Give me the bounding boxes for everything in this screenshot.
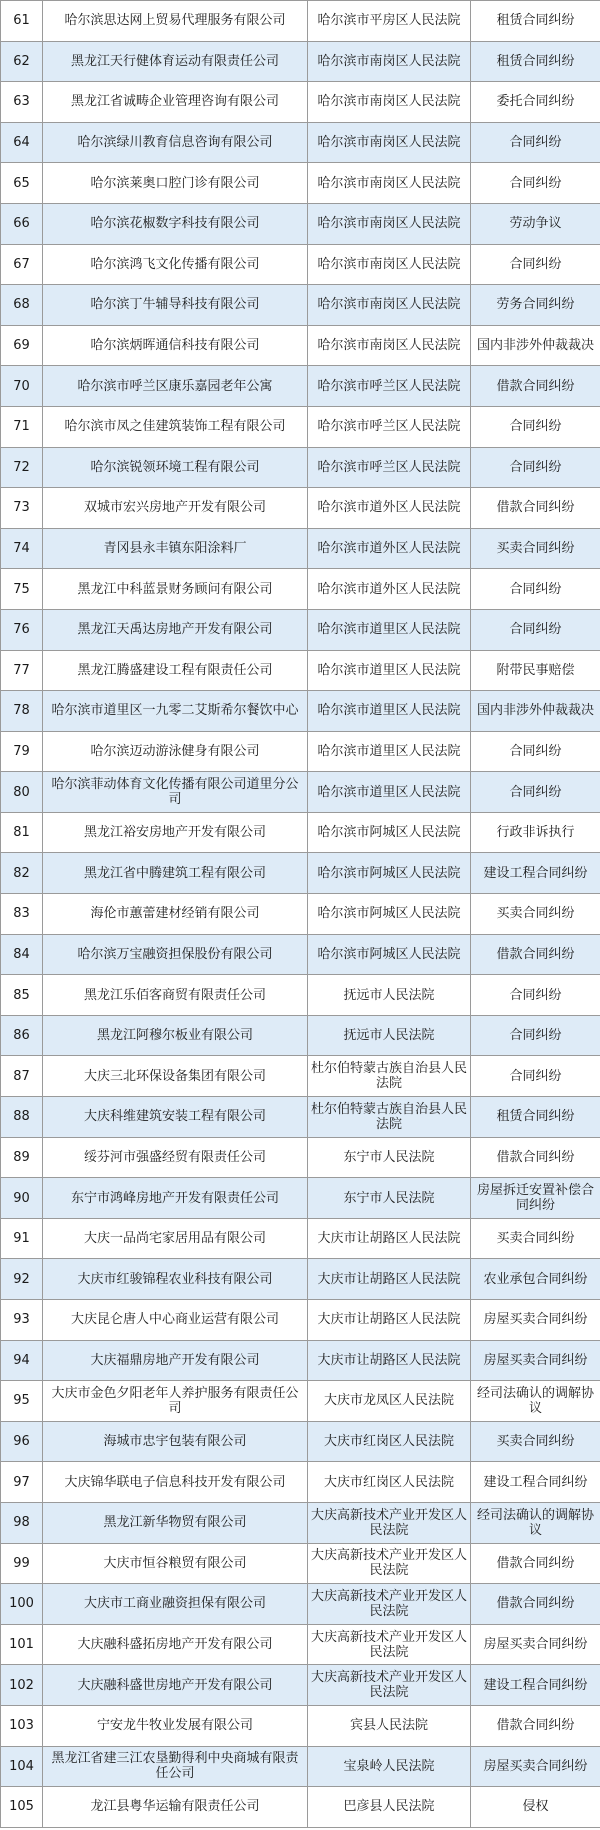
case-type-cell: 房屋买卖合同纠纷: [471, 1340, 600, 1381]
table-row: [1, 41, 600, 82]
row-number-cell: 88: [1, 1097, 43, 1138]
court-name-cell: 宾县人民法院: [308, 1705, 471, 1746]
court-name-cell: 杜尔伯特蒙古族自治县人民法院: [308, 1056, 471, 1097]
table-row: [1, 366, 600, 407]
company-name-cell: 哈尔滨市呼兰区康乐嘉园老年公寓: [43, 366, 308, 407]
table-row: [1, 1259, 600, 1300]
case-type-cell: 租赁合同纠纷: [471, 1097, 600, 1138]
court-name-cell: 哈尔滨市呼兰区人民法院: [308, 366, 471, 407]
court-name-cell: 哈尔滨市阿城区人民法院: [308, 853, 471, 894]
court-name-cell: 杜尔伯特蒙古族自治县人民法院: [308, 1097, 471, 1138]
court-name-cell: 哈尔滨市南岗区人民法院: [308, 122, 471, 163]
court-name-cell: 大庆高新技术产业开发区人民法院: [308, 1584, 471, 1625]
table-row: [1, 1097, 600, 1138]
case-type-cell: 合同纠纷: [471, 609, 600, 650]
table-row: [1, 285, 600, 326]
case-type-cell: 建设工程合同纠纷: [471, 1462, 600, 1503]
company-name-cell: 黑龙江天禹达房地产开发有限公司: [43, 609, 308, 650]
table-row: [1, 1056, 600, 1097]
company-name-cell: 黑龙江省中腾建筑工程有限公司: [43, 853, 308, 894]
company-name-cell: 大庆锦华联电子信息科技开发有限公司: [43, 1462, 308, 1503]
company-name-cell: 青冈县永丰镇东阳涂料厂: [43, 528, 308, 569]
court-name-cell: 大庆高新技术产业开发区人民法院: [308, 1624, 471, 1665]
table-row: [1, 1502, 600, 1543]
court-name-cell: 哈尔滨市阿城区人民法院: [308, 894, 471, 935]
court-name-cell: 大庆市让胡路区人民法院: [308, 1300, 471, 1341]
case-type-cell: 农业承包合同纠纷: [471, 1259, 600, 1300]
table-row: [1, 1787, 600, 1828]
table-row: [1, 1665, 600, 1706]
court-name-cell: 哈尔滨市南岗区人民法院: [308, 325, 471, 366]
table-row: [1, 812, 600, 853]
company-name-cell: 哈尔滨炳晖通信科技有限公司: [43, 325, 308, 366]
court-name-cell: 大庆市红岗区人民法院: [308, 1462, 471, 1503]
table-row: [1, 163, 600, 204]
table-row: [1, 1381, 600, 1422]
company-name-cell: 黑龙江裕安房地产开发有限公司: [43, 812, 308, 853]
company-name-cell: 大庆昆仑唐人中心商业运营有限公司: [43, 1300, 308, 1341]
table-row: [1, 569, 600, 610]
company-name-cell: 哈尔滨鸿飞文化传播有限公司: [43, 244, 308, 285]
company-name-cell: 龙江县粤华运输有限责任公司: [43, 1787, 308, 1828]
row-number-cell: 71: [1, 406, 43, 447]
table-row: [1, 894, 600, 935]
row-number-cell: 80: [1, 772, 43, 813]
company-name-cell: 大庆一品尚宅家居用品有限公司: [43, 1218, 308, 1259]
row-number-cell: 65: [1, 163, 43, 204]
court-name-cell: 大庆市让胡路区人民法院: [308, 1259, 471, 1300]
case-type-cell: 劳动争议: [471, 203, 600, 244]
row-number-cell: 102: [1, 1665, 43, 1706]
company-name-cell: 黑龙江乐佰客商贸有限责任公司: [43, 975, 308, 1016]
case-type-cell: 经司法确认的调解协议: [471, 1381, 600, 1422]
case-type-cell: 建设工程合同纠纷: [471, 1665, 600, 1706]
court-name-cell: 东宁市人民法院: [308, 1178, 471, 1219]
case-type-cell: 借款合同纠纷: [471, 1584, 600, 1625]
case-type-cell: 合同纠纷: [471, 569, 600, 610]
table-row: [1, 1705, 600, 1746]
court-name-cell: 东宁市人民法院: [308, 1137, 471, 1178]
case-type-cell: 合同纠纷: [471, 122, 600, 163]
row-number-cell: 85: [1, 975, 43, 1016]
company-name-cell: 大庆融科盛世房地产开发有限公司: [43, 1665, 308, 1706]
case-table-body: [1, 1, 600, 1828]
court-name-cell: 哈尔滨市呼兰区人民法院: [308, 406, 471, 447]
company-name-cell: 海伦市蕙蕾建材经销有限公司: [43, 894, 308, 935]
table-row: [1, 731, 600, 772]
case-type-cell: 经司法确认的调解协议: [471, 1502, 600, 1543]
court-name-cell: 哈尔滨市道外区人民法院: [308, 528, 471, 569]
row-number-cell: 67: [1, 244, 43, 285]
court-name-cell: 大庆高新技术产业开发区人民法院: [308, 1502, 471, 1543]
company-name-cell: 大庆市金色夕阳老年人养护服务有限责任公司: [43, 1381, 308, 1422]
row-number-cell: 93: [1, 1300, 43, 1341]
table-row: [1, 650, 600, 691]
case-type-cell: 借款合同纠纷: [471, 366, 600, 407]
court-name-cell: 哈尔滨市呼兰区人民法院: [308, 447, 471, 488]
row-number-cell: 87: [1, 1056, 43, 1097]
case-type-cell: 合同纠纷: [471, 1056, 600, 1097]
table-row: [1, 1178, 600, 1219]
case-type-cell: 合同纠纷: [471, 975, 600, 1016]
company-name-cell: 黑龙江天行健体育运动有限责任公司: [43, 41, 308, 82]
case-type-cell: 附带民事赔偿: [471, 650, 600, 691]
table-row: [1, 1543, 600, 1584]
company-name-cell: 黑龙江阿穆尔板业有限公司: [43, 1015, 308, 1056]
table-row: [1, 1340, 600, 1381]
court-name-cell: 哈尔滨市南岗区人民法院: [308, 82, 471, 123]
row-number-cell: 82: [1, 853, 43, 894]
case-type-cell: 买卖合同纠纷: [471, 1421, 600, 1462]
case-type-cell: 侵权: [471, 1787, 600, 1828]
case-type-cell: 买卖合同纠纷: [471, 528, 600, 569]
row-number-cell: 64: [1, 122, 43, 163]
table-row: [1, 1300, 600, 1341]
company-name-cell: 哈尔滨市道里区一九零二艾斯希尔餐饮中心: [43, 691, 308, 732]
company-name-cell: 哈尔滨菲动体育文化传播有限公司道里分公司: [43, 772, 308, 813]
company-name-cell: 双城市宏兴房地产开发有限公司: [43, 488, 308, 529]
company-name-cell: 哈尔滨市凤之佳建筑装饰工程有限公司: [43, 406, 308, 447]
case-type-cell: 合同纠纷: [471, 772, 600, 813]
table-row: [1, 1218, 600, 1259]
court-name-cell: 大庆市龙凤区人民法院: [308, 1381, 471, 1422]
table-row: [1, 528, 600, 569]
table-row: [1, 244, 600, 285]
row-number-cell: 63: [1, 82, 43, 123]
case-type-cell: 租赁合同纠纷: [471, 41, 600, 82]
row-number-cell: 75: [1, 569, 43, 610]
table-row: [1, 406, 600, 447]
table-row: [1, 772, 600, 813]
company-name-cell: 黑龙江新华物贸有限公司: [43, 1502, 308, 1543]
company-name-cell: 哈尔滨莱奥口腔门诊有限公司: [43, 163, 308, 204]
company-name-cell: 黑龙江腾盛建设工程有限责任公司: [43, 650, 308, 691]
table-row: [1, 325, 600, 366]
row-number-cell: 91: [1, 1218, 43, 1259]
case-type-cell: 房屋买卖合同纠纷: [471, 1300, 600, 1341]
company-name-cell: 大庆科维建筑安装工程有限公司: [43, 1097, 308, 1138]
row-number-cell: 76: [1, 609, 43, 650]
court-name-cell: 哈尔滨市道里区人民法院: [308, 691, 471, 732]
court-name-cell: 抚远市人民法院: [308, 975, 471, 1016]
case-type-cell: 借款合同纠纷: [471, 934, 600, 975]
court-name-cell: 大庆市让胡路区人民法院: [308, 1340, 471, 1381]
case-type-cell: 房屋买卖合同纠纷: [471, 1624, 600, 1665]
case-type-cell: 行政非诉执行: [471, 812, 600, 853]
court-name-cell: 哈尔滨市道里区人民法院: [308, 650, 471, 691]
court-name-cell: 大庆高新技术产业开发区人民法院: [308, 1665, 471, 1706]
company-name-cell: 宁安龙牛牧业发展有限公司: [43, 1705, 308, 1746]
row-number-cell: 84: [1, 934, 43, 975]
court-name-cell: 哈尔滨市南岗区人民法院: [308, 203, 471, 244]
row-number-cell: 100: [1, 1584, 43, 1625]
company-name-cell: 东宁市鸿峰房地产开发有限责任公司: [43, 1178, 308, 1219]
row-number-cell: 66: [1, 203, 43, 244]
case-type-cell: 买卖合同纠纷: [471, 1218, 600, 1259]
table-row: [1, 1584, 600, 1625]
row-number-cell: 62: [1, 41, 43, 82]
row-number-cell: 97: [1, 1462, 43, 1503]
court-name-cell: 大庆高新技术产业开发区人民法院: [308, 1543, 471, 1584]
company-name-cell: 哈尔滨万宝融资担保股份有限公司: [43, 934, 308, 975]
company-name-cell: 哈尔滨迈动游泳健身有限公司: [43, 731, 308, 772]
court-name-cell: 巴彦县人民法院: [308, 1787, 471, 1828]
table-row: [1, 853, 600, 894]
case-type-cell: 委托合同纠纷: [471, 82, 600, 123]
row-number-cell: 101: [1, 1624, 43, 1665]
case-type-cell: 借款合同纠纷: [471, 488, 600, 529]
court-name-cell: 大庆市红岗区人民法院: [308, 1421, 471, 1462]
company-name-cell: 黑龙江省建三江农垦勤得利中央商城有限责任公司: [43, 1746, 308, 1787]
company-name-cell: 哈尔滨绿川教育信息咨询有限公司: [43, 122, 308, 163]
court-name-cell: 哈尔滨市南岗区人民法院: [308, 41, 471, 82]
row-number-cell: 98: [1, 1502, 43, 1543]
table-row: [1, 122, 600, 163]
row-number-cell: 72: [1, 447, 43, 488]
case-type-cell: 建设工程合同纠纷: [471, 853, 600, 894]
case-type-cell: 借款合同纠纷: [471, 1137, 600, 1178]
case-type-cell: 买卖合同纠纷: [471, 894, 600, 935]
table-row: [1, 203, 600, 244]
company-name-cell: 大庆福鼎房地产开发有限公司: [43, 1340, 308, 1381]
company-name-cell: 黑龙江中科蓝景财务顾问有限公司: [43, 569, 308, 610]
court-name-cell: 哈尔滨市道外区人民法院: [308, 488, 471, 529]
row-number-cell: 74: [1, 528, 43, 569]
row-number-cell: 79: [1, 731, 43, 772]
table-row: [1, 934, 600, 975]
row-number-cell: 90: [1, 1178, 43, 1219]
table-row: [1, 975, 600, 1016]
case-type-cell: 房屋拆迁安置补偿合同纠纷: [471, 1178, 600, 1219]
court-name-cell: 哈尔滨市阿城区人民法院: [308, 812, 471, 853]
table-row: [1, 1015, 600, 1056]
case-type-cell: 国内非涉外仲裁裁决: [471, 691, 600, 732]
row-number-cell: 78: [1, 691, 43, 732]
court-name-cell: 宝泉岭人民法院: [308, 1746, 471, 1787]
table-row: [1, 447, 600, 488]
table-row: [1, 1462, 600, 1503]
company-name-cell: 哈尔滨花椒数字科技有限公司: [43, 203, 308, 244]
company-name-cell: 大庆市工商业融资担保有限公司: [43, 1584, 308, 1625]
case-type-cell: 合同纠纷: [471, 1015, 600, 1056]
case-type-cell: 借款合同纠纷: [471, 1543, 600, 1584]
table-row: [1, 488, 600, 529]
row-number-cell: 77: [1, 650, 43, 691]
court-name-cell: 哈尔滨市道里区人民法院: [308, 609, 471, 650]
company-name-cell: 大庆市恒谷粮贸有限公司: [43, 1543, 308, 1584]
case-type-cell: 合同纠纷: [471, 447, 600, 488]
company-name-cell: 海城市忠宇包装有限公司: [43, 1421, 308, 1462]
row-number-cell: 61: [1, 1, 43, 42]
court-name-cell: 抚远市人民法院: [308, 1015, 471, 1056]
company-name-cell: 绥芬河市强盛经贸有限责任公司: [43, 1137, 308, 1178]
court-name-cell: 哈尔滨市南岗区人民法院: [308, 244, 471, 285]
table-row: [1, 1137, 600, 1178]
row-number-cell: 96: [1, 1421, 43, 1462]
row-number-cell: 89: [1, 1137, 43, 1178]
row-number-cell: 68: [1, 285, 43, 326]
row-number-cell: 105: [1, 1787, 43, 1828]
company-name-cell: 大庆市红骏锦程农业科技有限公司: [43, 1259, 308, 1300]
case-type-cell: 房屋买卖合同纠纷: [471, 1746, 600, 1787]
company-name-cell: 哈尔滨锐领环境工程有限公司: [43, 447, 308, 488]
company-name-cell: 哈尔滨思达网上贸易代理服务有限公司: [43, 1, 308, 42]
court-name-cell: 哈尔滨市阿城区人民法院: [308, 934, 471, 975]
company-name-cell: 哈尔滨丁牛辅导科技有限公司: [43, 285, 308, 326]
row-number-cell: 92: [1, 1259, 43, 1300]
row-number-cell: 104: [1, 1746, 43, 1787]
row-number-cell: 86: [1, 1015, 43, 1056]
table-row: [1, 82, 600, 123]
court-name-cell: 哈尔滨市道里区人民法院: [308, 731, 471, 772]
table-row: [1, 1746, 600, 1787]
row-number-cell: 103: [1, 1705, 43, 1746]
case-type-cell: 租赁合同纠纷: [471, 1, 600, 42]
case-type-cell: 国内非涉外仲裁裁决: [471, 325, 600, 366]
company-name-cell: 大庆融科盛拓房地产开发有限公司: [43, 1624, 308, 1665]
row-number-cell: 69: [1, 325, 43, 366]
row-number-cell: 95: [1, 1381, 43, 1422]
table-row: [1, 1, 600, 42]
court-name-cell: 哈尔滨市南岗区人民法院: [308, 163, 471, 204]
table-row: [1, 609, 600, 650]
court-name-cell: 大庆市让胡路区人民法院: [308, 1218, 471, 1259]
row-number-cell: 99: [1, 1543, 43, 1584]
company-name-cell: 黑龙江省诚畴企业管理咨询有限公司: [43, 82, 308, 123]
case-type-cell: 合同纠纷: [471, 731, 600, 772]
table-row: [1, 1421, 600, 1462]
company-name-cell: 大庆三北环保设备集团有限公司: [43, 1056, 308, 1097]
table-row: [1, 691, 600, 732]
court-name-cell: 哈尔滨市道里区人民法院: [308, 772, 471, 813]
case-type-cell: 合同纠纷: [471, 163, 600, 204]
row-number-cell: 94: [1, 1340, 43, 1381]
case-type-cell: 合同纠纷: [471, 406, 600, 447]
row-number-cell: 70: [1, 366, 43, 407]
table-row: [1, 1624, 600, 1665]
case-type-cell: 合同纠纷: [471, 244, 600, 285]
court-name-cell: 哈尔滨市南岗区人民法院: [308, 285, 471, 326]
court-name-cell: 哈尔滨市道外区人民法院: [308, 569, 471, 610]
court-name-cell: 哈尔滨市平房区人民法院: [308, 1, 471, 42]
case-type-cell: 借款合同纠纷: [471, 1705, 600, 1746]
row-number-cell: 81: [1, 812, 43, 853]
row-number-cell: 83: [1, 894, 43, 935]
row-number-cell: 73: [1, 488, 43, 529]
case-type-cell: 劳务合同纠纷: [471, 285, 600, 326]
